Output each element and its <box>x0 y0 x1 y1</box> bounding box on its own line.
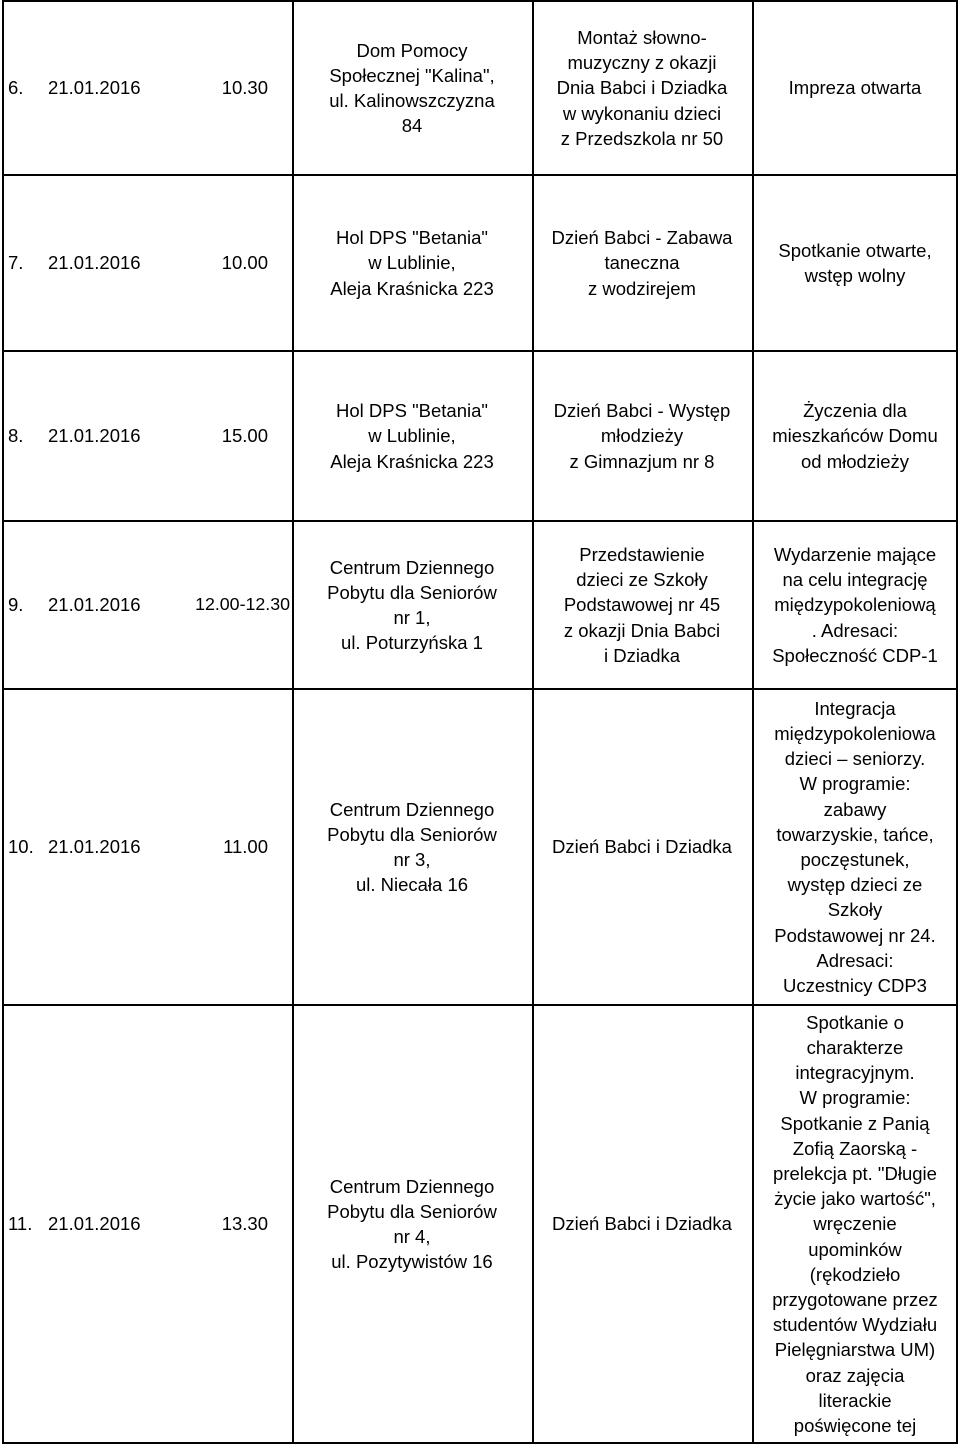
cell-no: 9. <box>8 594 24 616</box>
cell-date: 21.01.2016 <box>48 1213 141 1235</box>
cell-time: 12.00-12.30 <box>195 594 290 615</box>
cell-place: Hol DPS "Betania" w Lublinie, Aleja Kraśnicka 223 <box>330 227 494 299</box>
cell-event: Dzień Babci - Zabawa taneczna z wodzirejem <box>551 227 733 299</box>
cell-event: Przedstawienie dzieci ze Szkoły Podstawowej nr 45 z okazji Dnia Babci i Dziadka <box>563 543 721 666</box>
cell-time: 15.00 <box>221 425 268 447</box>
cell-notes: Życzenia dla mieszkańców Domu od młodzieży <box>772 400 938 472</box>
cell-date: 21.01.2016 <box>48 77 141 99</box>
cell-event: Montaż słowno- muzyczny z okazji Dnia Babci i Dziadka w wykonaniu dzieci z Przedszkola nr 50 <box>556 26 728 149</box>
cell-place: Centrum Dziennego Pobytu dla Seniorów nr 4, ul. Pozytywistów 16 <box>327 1175 497 1273</box>
cell-no: 11. <box>8 1213 33 1235</box>
cell-date: 21.01.2016 <box>48 836 141 858</box>
column-divider <box>752 0 754 1444</box>
cell-place: Hol DPS "Betania" w Lublinie, Aleja Kraśnicka 223 <box>330 400 494 472</box>
cell-date: 21.01.2016 <box>48 252 141 274</box>
cell-notes: Spotkanie otwarte, wstęp wolny <box>778 239 932 286</box>
cell-time: 11.00 <box>223 836 268 858</box>
cell-time: 10.30 <box>221 77 268 99</box>
cell-time: 10.00 <box>221 252 268 274</box>
cell-time: 13.30 <box>221 1213 268 1235</box>
table-top-border <box>2 0 958 2</box>
column-divider <box>956 0 958 1444</box>
column-divider <box>2 0 4 1444</box>
cell-no: 8. <box>8 425 24 447</box>
cell-notes: Wydarzenie mające na celu integrację międzypokoleniową . Adresaci: Społeczność CDP-1 <box>772 543 938 666</box>
cell-date: 21.01.2016 <box>48 594 141 616</box>
cell-no: 6. <box>8 77 24 99</box>
cell-no: 10. <box>8 836 34 858</box>
cell-event: Dzień Babci - Występ młodzieży z Gimnazjum nr 8 <box>553 400 731 472</box>
cell-event: Dzień Babci i Dziadka <box>552 836 732 858</box>
column-divider <box>292 0 294 1444</box>
cell-event: Dzień Babci i Dziadka <box>552 1213 732 1235</box>
cell-notes: Integracja międzypokoleniowa dzieci – seniorzy. W programie: zabawy towarzyskie, tańce, poczęstunek, występ dzieci ze Szkoły Podstawowej nr 24. Adresaci: Uczestnicy CDP3 <box>774 697 936 997</box>
cell-notes: Impreza otwarta <box>788 77 922 99</box>
cell-place: Centrum Dziennego Pobytu dla Seniorów nr 3, ul. Niecała 16 <box>327 798 497 896</box>
column-divider <box>532 0 534 1444</box>
cell-no: 7. <box>8 252 24 274</box>
cell-notes: Spotkanie o charakterze integracyjnym. W programie: Spotkanie z Panią Zofią Zaorską - prelekcja pt. "Długie życie jako wartość", wręczenie upominków (rękodzieło przygotowane przez studentów Wydziału Pielęgniarstwa UM) oraz zajęcia literackie poświęcone tej <box>772 1011 938 1437</box>
cell-date: 21.01.2016 <box>48 425 141 447</box>
cell-place: Dom Pomocy Społecznej "Kalina", ul. Kalinowszczyzna 84 <box>329 39 495 137</box>
cell-place: Centrum Dziennego Pobytu dla Seniorów nr 1, ul. Poturzyńska 1 <box>327 556 497 654</box>
